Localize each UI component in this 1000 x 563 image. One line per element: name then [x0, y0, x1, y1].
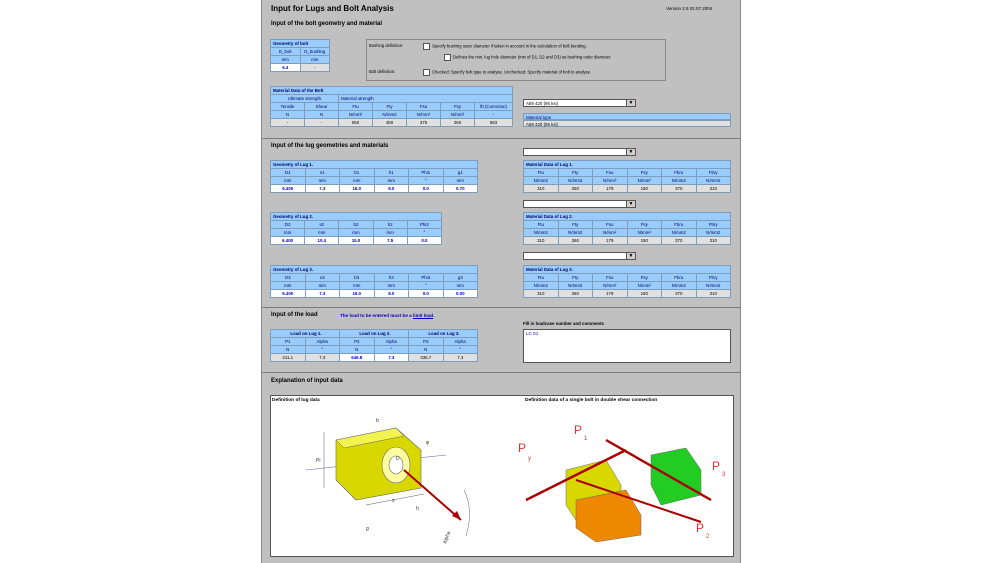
col-header: D3 [271, 274, 306, 282]
col-header: Fbru [662, 274, 697, 282]
input-cell[interactable]: 0.00 [443, 290, 478, 298]
input-cell[interactable]: 16.0 [340, 185, 375, 193]
dim-label: b [376, 418, 379, 424]
option-text: Specify bushing outer diameter if taken in account in the calculation of bolt bending. [432, 43, 587, 49]
lug-3-body [651, 448, 701, 505]
input-cell[interactable]: 6.400 [271, 237, 305, 245]
table-caption: Material Data of Lug 3. [524, 266, 731, 274]
value-cell[interactable]: 335.7 [409, 354, 444, 362]
unit-cell: N/mm2 [696, 229, 731, 237]
input-cell[interactable]: 6.400 [271, 185, 306, 193]
input-cell[interactable]: 646.8 [340, 354, 375, 362]
value-cell[interactable]: 370 [662, 185, 697, 193]
unit-cell: N/mm² [627, 177, 662, 185]
comments-textarea[interactable]: LC 01 [523, 329, 731, 363]
unit-cell: N/mm2 [558, 229, 593, 237]
value-cell[interactable]: 450 [373, 119, 407, 127]
lug-3-geometry-table [270, 265, 478, 298]
col-header: b1 [340, 169, 375, 177]
input-cell[interactable]: 7.5 [373, 237, 407, 245]
lug-1-geometry-table [270, 160, 478, 193]
chevron-down-icon[interactable]: ▼ [626, 149, 635, 155]
col-header: Fsu [593, 169, 628, 177]
bolt-section-title: Input of the bolt geometry and material [271, 21, 383, 27]
unit-cell: mm [305, 229, 339, 237]
col-header: Shear [305, 103, 339, 111]
value-cell[interactable]: 583 [475, 119, 513, 127]
unit-cell: ° [374, 346, 409, 354]
table-caption: Load on Lug 3. [409, 330, 478, 338]
force-label: 1 [584, 436, 588, 442]
col-header: h3 [374, 274, 409, 282]
col-header: Alpha [305, 338, 340, 346]
input-cell[interactable]: 10.4 [305, 237, 339, 245]
unit-cell: N/mm2 [662, 177, 697, 185]
bolt-definition-title: Definition data of a single bolt in double shear connection [525, 398, 658, 403]
col-header: Fsy [441, 103, 475, 111]
divider [262, 372, 740, 373]
bushing-diameter-value[interactable]: - [300, 64, 330, 72]
unit-cell: mm [339, 229, 373, 237]
lug-definition-title: Definition of lug data [272, 398, 320, 403]
col-header: Fsu [593, 221, 628, 229]
divider [262, 138, 740, 139]
dim-label: g [366, 526, 369, 532]
checkbox-icon[interactable] [444, 54, 451, 61]
input-cell[interactable]: 7.3 [305, 185, 340, 193]
col-header: h2 [373, 221, 407, 229]
value-cell[interactable]: 150 [627, 237, 662, 245]
col-header: D_bushing [300, 48, 330, 56]
input-cell[interactable]: 7.3 [305, 290, 340, 298]
table-caption: Geometry of bolt [271, 40, 330, 48]
unit-cell: ° [407, 229, 441, 237]
limit-load-link[interactable]: limit load [413, 313, 434, 318]
input-cell[interactable]: 0.0 [409, 290, 444, 298]
input-cell[interactable]: 8.0 [374, 185, 409, 193]
input-cell[interactable]: 16.0 [340, 290, 375, 298]
force-label: y [528, 456, 531, 462]
note-text: . [433, 313, 435, 318]
col-header: Fty [558, 221, 593, 229]
unit-cell: mm [300, 56, 330, 64]
unit-cell: mm [271, 282, 306, 290]
dim-label: Pi [316, 458, 321, 464]
unit-cell: N/mm2 [558, 282, 593, 290]
option-text: Checked: Specify bolt type to analyse. Unchecked: Specify material of bolt to analyse. [432, 69, 592, 75]
bolt-material-table [270, 86, 513, 127]
load-note [340, 313, 434, 318]
value-cell[interactable]: 370 [662, 237, 697, 245]
spreadsheet [261, 0, 741, 563]
lug-3-material-table [523, 265, 731, 298]
col-header: D_bolt [271, 48, 301, 56]
material-type-label: Material type [523, 113, 731, 120]
explanation-panel [270, 395, 734, 557]
unit-cell: ° [409, 177, 444, 185]
dim-label: h [416, 506, 419, 512]
force-label: P [574, 423, 583, 437]
value-cell[interactable]: 650 [339, 119, 373, 127]
dim-label: Alpha [442, 530, 453, 545]
note-text: The load to be entered must be a [340, 313, 414, 318]
group-header: Material strength [339, 95, 513, 103]
unit-cell: mm [271, 56, 301, 64]
value-cell[interactable]: - [305, 119, 339, 127]
col-header: Ftu [524, 169, 559, 177]
col-header: Fsy [627, 169, 662, 177]
bolt-diameter-input[interactable]: 6.4 [271, 64, 301, 72]
unit-cell: N/mm² [593, 177, 628, 185]
unit-cell: mm [305, 177, 340, 185]
lug-1-material-table [523, 160, 731, 193]
unit-cell: N/mm2 [558, 177, 593, 185]
col-header: Alpha [443, 338, 478, 346]
input-cell[interactable]: 0.0 [407, 237, 441, 245]
material-type-value: A59 420 (95 ksi) [523, 120, 731, 127]
value-cell[interactable]: 310 [524, 237, 559, 245]
bushing-option-1[interactable] [423, 43, 663, 50]
col-header: Tensile [271, 103, 305, 111]
unit-cell: N/mm² [627, 282, 662, 290]
unit-cell: N/mm2 [524, 282, 559, 290]
unit-cell: ° [443, 346, 478, 354]
col-header: Ftu [524, 274, 559, 282]
value-cell[interactable]: 150 [627, 185, 662, 193]
col-header: Fsu [593, 274, 628, 282]
col-header: Alpha [374, 338, 409, 346]
app-title: Input for Lugs and Bolt Analysis [271, 4, 394, 13]
load-section-title: Input of the load [271, 312, 318, 318]
table-caption: Material Data of Lug 1. [524, 161, 731, 169]
col-header: Fbry [696, 169, 731, 177]
col-header: Fsy [627, 221, 662, 229]
col-header: Phi3 [409, 274, 444, 282]
chevron-down-icon[interactable]: ▼ [626, 253, 635, 259]
unit-cell: N/mm2 [373, 111, 407, 119]
lug-2-material-table [523, 212, 731, 245]
table-caption: Material Data of the Bolt [271, 87, 513, 95]
bolt-geometry-table [270, 39, 330, 72]
value-cell[interactable]: 260 [558, 290, 593, 298]
angle-arc [464, 490, 470, 536]
value-cell[interactable]: 375 [407, 119, 441, 127]
col-header: Fty [558, 169, 593, 177]
unit-cell: mm [271, 229, 305, 237]
unit-cell: N [305, 111, 339, 119]
col-header: h1 [374, 169, 409, 177]
unit-cell: N/mm² [593, 282, 628, 290]
unit-cell: N/mm2 [524, 229, 559, 237]
unit-cell: N [409, 346, 444, 354]
unit-cell: ° [305, 346, 340, 354]
unit-cell: ° [409, 282, 444, 290]
input-cell[interactable]: 0.70 [443, 185, 478, 193]
unit-cell: mm [305, 282, 340, 290]
col-header: D1 [271, 169, 306, 177]
col-header: Fsy [627, 274, 662, 282]
lug-drawing [296, 410, 496, 552]
unit-cell: mm [374, 177, 409, 185]
col-header: P3 [409, 338, 444, 346]
value-cell[interactable]: 310 [696, 237, 731, 245]
value-cell[interactable]: 7.3 [305, 354, 340, 362]
col-header: Fbry [696, 221, 731, 229]
value-cell[interactable]: 179 [593, 290, 628, 298]
bolt-definition-option[interactable] [423, 69, 663, 76]
unit-cell: mm [373, 229, 407, 237]
lug-1-material-dropdown[interactable] [523, 148, 636, 156]
input-cell[interactable]: 6.400 [271, 290, 306, 298]
dim-label: D [396, 456, 400, 462]
dropdown-value: A59 420 (95 ksi) [526, 101, 558, 106]
unit-cell: N/mm² [593, 229, 628, 237]
definition-box [366, 39, 666, 81]
value-cell[interactable]: 150 [627, 290, 662, 298]
col-header: D2 [271, 221, 305, 229]
value-cell[interactable]: 310 [696, 185, 731, 193]
load-arrow [404, 470, 461, 520]
version-label: Version 2.5 02.07.2004 [666, 6, 713, 11]
unit-cell: mm [271, 177, 306, 185]
divider [262, 307, 740, 308]
load-table [270, 329, 478, 362]
value-cell[interactable]: 310 [524, 185, 559, 193]
force-label: 2 [706, 534, 710, 540]
table-caption: Load on Lug 1. [271, 330, 340, 338]
col-header: Fbru [662, 169, 697, 177]
bushing-option-2[interactable] [444, 54, 664, 61]
chevron-down-icon[interactable]: ▼ [626, 100, 635, 106]
col-header: P1 [271, 338, 306, 346]
input-cell[interactable]: 15.0 [339, 237, 373, 245]
unit-cell: N/mm² [339, 111, 373, 119]
unit-cell: N [271, 111, 305, 119]
value-cell[interactable]: - [271, 119, 305, 127]
value-cell[interactable]: 7.3 [443, 354, 478, 362]
col-header: b2 [339, 221, 373, 229]
col-header: Fsu [407, 103, 441, 111]
unit-cell: mm [340, 282, 375, 290]
col-header: Ftu [524, 221, 559, 229]
col-header: Ftu [339, 103, 373, 111]
value-cell[interactable]: 310 [696, 290, 731, 298]
input-cell[interactable]: 8.0 [374, 290, 409, 298]
input-cell[interactable]: 7.3 [374, 354, 409, 362]
unit-cell: N/mm² [407, 111, 441, 119]
table-caption: Geometry of Lug 1. [271, 161, 478, 169]
col-header: g1 [443, 169, 478, 177]
unit-cell: N/mm² [627, 229, 662, 237]
lug-section-title: Input of the lug geometries and materials [271, 143, 389, 149]
table-caption: Load on Lug 2. [340, 330, 409, 338]
col-header: s1 [305, 169, 340, 177]
col-header: Phi1 [409, 169, 444, 177]
col-header: Fbry [696, 274, 731, 282]
value-cell[interactable]: 370 [662, 290, 697, 298]
col-header: ftt (Corrosion) [475, 103, 513, 111]
value-cell[interactable]: 260 [441, 119, 475, 127]
col-header: s3 [305, 274, 340, 282]
value-cell[interactable]: 260 [558, 185, 593, 193]
unit-cell: mm [340, 177, 375, 185]
unit-cell: N/mm2 [662, 229, 697, 237]
group-header: Ultimate strength [271, 95, 339, 103]
col-header: P2 [340, 338, 375, 346]
unit-cell: mm [443, 282, 478, 290]
col-header: b3 [340, 274, 375, 282]
bolt-material-dropdown[interactable] [523, 99, 636, 107]
option-text: Defines the min. lug hole diameter (min of D1, D2 and D3) as bushing outer diameter. [453, 54, 612, 60]
value-cell[interactable]: 310 [524, 290, 559, 298]
force-label: 3 [722, 472, 726, 478]
table-caption: Material Data of Lug 2. [524, 213, 731, 221]
value-cell[interactable]: 260 [558, 237, 593, 245]
checkbox-icon[interactable] [423, 69, 430, 76]
input-cell[interactable]: 0.0 [409, 185, 444, 193]
table-caption: Geometry of Lug 2. [271, 213, 442, 221]
unit-cell: N/mm2 [696, 177, 731, 185]
unit-cell: N/mm² [441, 111, 475, 119]
bolt-definition-label: Bolt definition: [369, 69, 396, 74]
chevron-down-icon[interactable]: ▼ [626, 201, 635, 207]
dim-label: s [392, 498, 395, 504]
force-label: P [518, 441, 527, 455]
table-caption: Geometry of Lug 3. [271, 266, 478, 274]
lug-2-material-dropdown[interactable] [523, 200, 636, 208]
col-header: Fty [558, 274, 593, 282]
value-cell[interactable]: 179 [593, 237, 628, 245]
value-cell[interactable]: 311.1 [271, 354, 306, 362]
col-header: s2 [305, 221, 339, 229]
unit-cell: mm [374, 282, 409, 290]
dim-label: φ [426, 440, 430, 446]
bolt-connection-drawing [496, 410, 732, 552]
col-header: Fty [373, 103, 407, 111]
lug-2-geometry-table [270, 212, 442, 245]
value-cell[interactable]: 179 [593, 185, 628, 193]
bushing-label: Bushing definition: [369, 43, 404, 48]
unit-cell: N/mm2 [524, 177, 559, 185]
col-header: Phi2 [407, 221, 441, 229]
explanation-title: Explanation of input data [271, 378, 343, 384]
force-label: P [696, 521, 705, 535]
unit-cell: mm [443, 177, 478, 185]
force-label: P [712, 459, 721, 473]
comments-label: Fill in loadcase number and comments [523, 321, 605, 326]
checkbox-icon[interactable] [423, 43, 430, 50]
col-header: Fbru [662, 221, 697, 229]
lug-3-material-dropdown[interactable] [523, 252, 636, 260]
unit-cell: N [271, 346, 306, 354]
unit-cell: N/mm2 [662, 282, 697, 290]
unit-cell: - [475, 111, 513, 119]
unit-cell: N [340, 346, 375, 354]
col-header: g3 [443, 274, 478, 282]
unit-cell: N/mm2 [696, 282, 731, 290]
